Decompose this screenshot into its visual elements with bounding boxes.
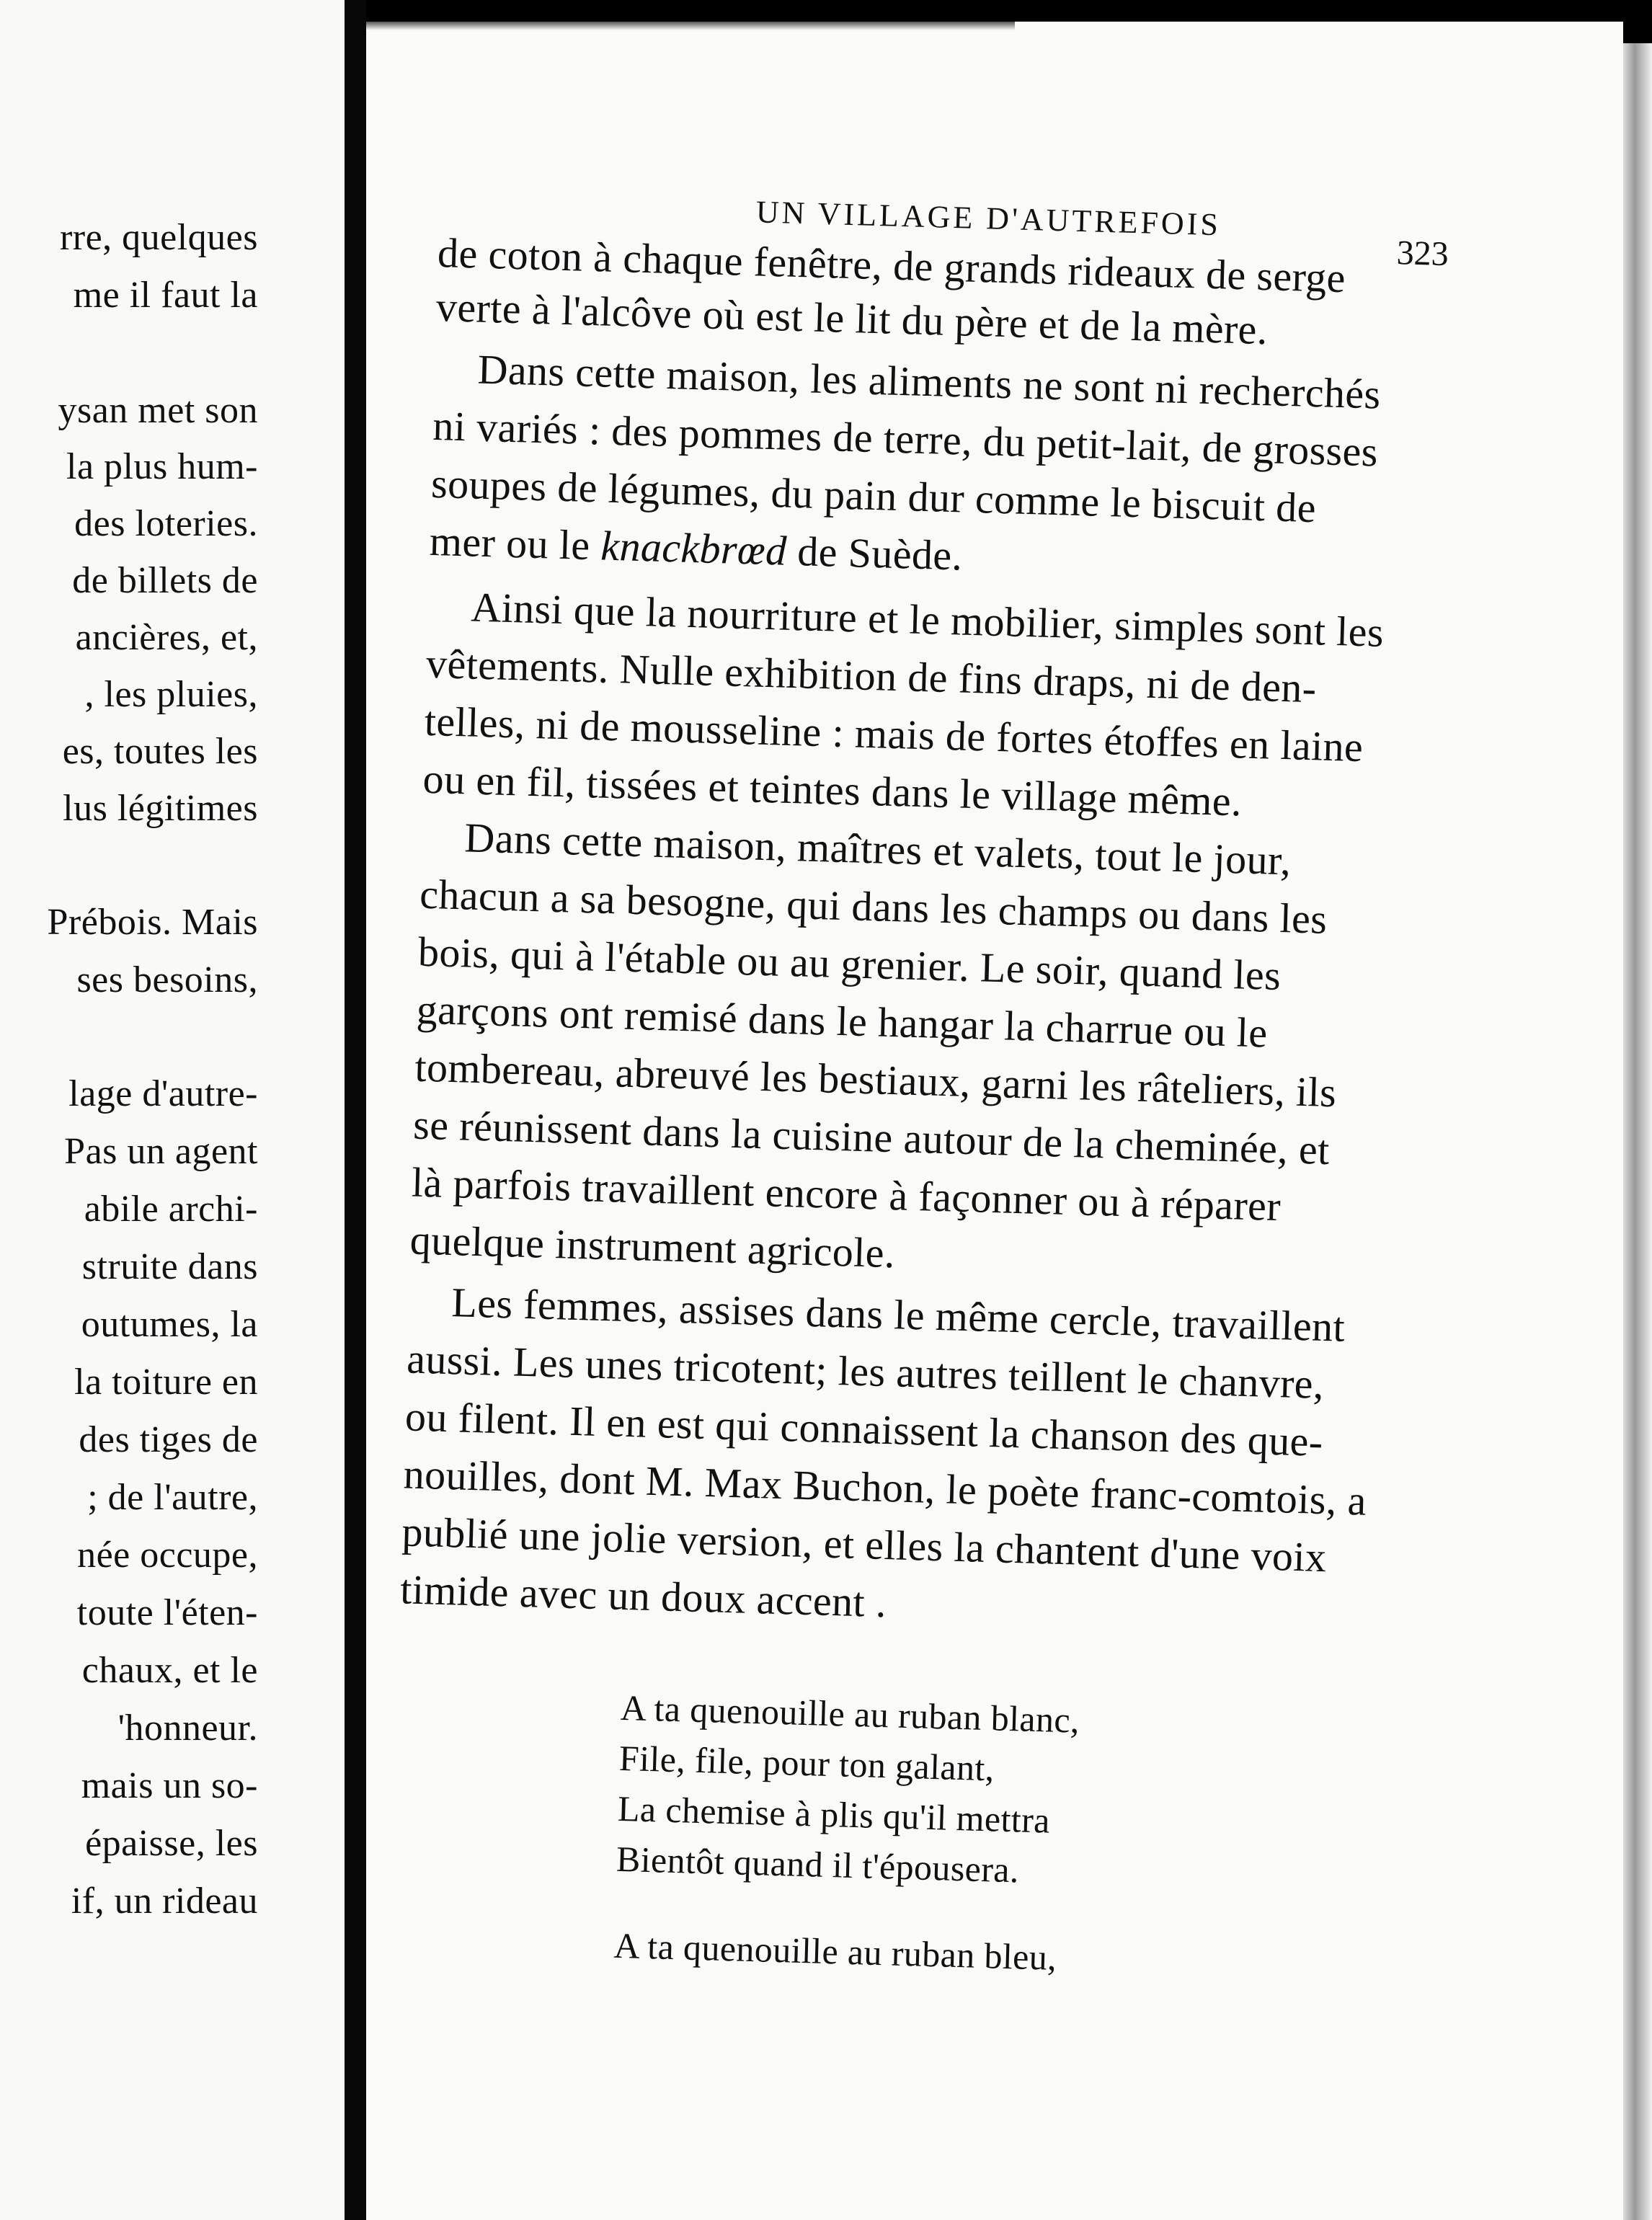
- body-line-2: verte à l'alcôve où est le lit du père et de la mère.: [435, 283, 1269, 354]
- body-line-23: publié une jolie version, et elles la chantent d'une voix: [401, 1508, 1328, 1581]
- body-line-20: aussi. Les unes tricotent; les autres teillent le chanvre,: [406, 1335, 1325, 1408]
- left-line-20: outumes, la: [81, 1304, 258, 1345]
- verse-line-2: File, file, pour ton galant,: [618, 1737, 995, 1789]
- body-line-16: se réunissent dans la cuisine autour de la cheminée, et: [412, 1101, 1331, 1174]
- right-page: [366, 22, 1623, 2220]
- page-number: 323: [1396, 234, 1449, 274]
- left-line-14: ses besoins,: [76, 959, 258, 1000]
- left-line-27: 'honneur.: [117, 1708, 258, 1749]
- body-line-22: nouilles, dont M. Max Buchon, le poète franc-comtois, a: [402, 1450, 1367, 1524]
- body-line-4: ni variés : des pommes de terre, du petit-lait, de grosses: [432, 401, 1379, 476]
- body-line-10: ou en fil, tissées et teintes dans le village même.: [422, 755, 1243, 825]
- left-line-25: toute l'éten-: [76, 1592, 258, 1633]
- left-line-5: la plus hum-: [66, 446, 258, 487]
- left-line-21: la toiture en: [74, 1362, 258, 1403]
- left-line-4: ysan met son: [58, 390, 258, 431]
- left-line-28: mais un so-: [81, 1765, 258, 1806]
- body-line-3: Dans cette maison, les aliments ne sont ni recherchés: [476, 345, 1382, 418]
- left-line-22: des tiges de: [79, 1419, 258, 1460]
- body-line-1: de coton à chaque fenêtre, de grands rideaux de serge: [437, 229, 1346, 302]
- left-line-10: es, toutes les: [62, 731, 258, 772]
- body-line-11: Dans cette maison, maîtres et valets, tout le jour,: [463, 814, 1292, 884]
- body-line-17: là parfois travaillent encore à façonner ou à réparer: [411, 1158, 1282, 1230]
- left-line-13: Prébois. Mais: [47, 902, 258, 943]
- body-line-19: Les femmes, assises dans le même cercle, travaillent: [450, 1279, 1346, 1351]
- left-line-24: née occupe,: [77, 1535, 258, 1576]
- left-line-26: chaux, et le: [81, 1650, 258, 1691]
- body-line-6: [429, 516, 963, 582]
- left-line-6: des loteries.: [74, 503, 258, 544]
- left-line-2: me il faut la: [73, 275, 258, 316]
- body-line-18: quelque instrument agricole.: [409, 1216, 896, 1277]
- page-body: [366, 22, 1623, 2220]
- left-line-7: de billets de: [72, 560, 258, 601]
- body-line-14: garçons ont remisé dans le hangar la charrue ou le: [416, 985, 1269, 1057]
- body-line-7: Ainsi que la nourriture et le mobilier, simples sont les: [470, 583, 1385, 656]
- left-line-30: if, un rideau: [71, 1881, 258, 1922]
- verse-line-5: A ta quenouille au ruban bleu,: [613, 1924, 1057, 1978]
- left-line-11: lus légitimes: [63, 788, 258, 829]
- page-gutter: [345, 0, 366, 2220]
- verse-line-4: Bientôt quand il t'épousera.: [616, 1838, 1020, 1891]
- body-line-21: ou filent. Il en est qui connaissent la chanson des que-: [404, 1393, 1324, 1465]
- left-line-9: , les pluies,: [84, 674, 258, 715]
- body-line-13: bois, qui à l'étable ou au grenier. Le soir, quand les: [417, 928, 1282, 1000]
- left-line-18: abile archi-: [84, 1189, 258, 1230]
- left-line-23: ; de l'autre,: [87, 1477, 258, 1518]
- running-head: UN VILLAGE D'AUTREFOIS: [755, 194, 1222, 243]
- page-edge: [1623, 43, 1652, 2220]
- left-line-1: rre, quelques: [59, 217, 258, 258]
- left-line-17: Pas un agent: [64, 1131, 258, 1172]
- verse-line-1: A ta quenouille au ruban blanc,: [620, 1687, 1080, 1741]
- body-line-15: tombereau, abreuvé les bestiaux, garni les râteliers, ils: [414, 1043, 1338, 1116]
- left-line-19: struite dans: [81, 1246, 258, 1287]
- body-line-6-start: mer ou le: [429, 517, 591, 569]
- body-line-6-end: de Suède.: [796, 528, 964, 580]
- body-line-8: vêtements. Nulle exhibition de fins draps, ni de den-: [425, 639, 1318, 712]
- body-line-12: chacun a sa besogne, qui dans les champs ou dans les: [419, 870, 1328, 943]
- body-line-5: soupes de légumes, du pain dur comme le biscuit de: [430, 459, 1317, 532]
- left-line-16: lage d'autre-: [68, 1073, 258, 1114]
- left-page: [0, 0, 345, 2220]
- left-line-8: ancières, et,: [75, 617, 258, 658]
- body-line-24: timide avec un doux accent .: [399, 1566, 887, 1627]
- verse-line-3: La chemise à plis qu'il mettra: [617, 1788, 1051, 1841]
- italic-word-knackbroed: knackbrœd: [600, 522, 788, 574]
- left-line-29: épaisse, les: [85, 1823, 258, 1864]
- body-line-9: telles, ni de mousseline : mais de fortes étoffes en laine: [424, 697, 1364, 771]
